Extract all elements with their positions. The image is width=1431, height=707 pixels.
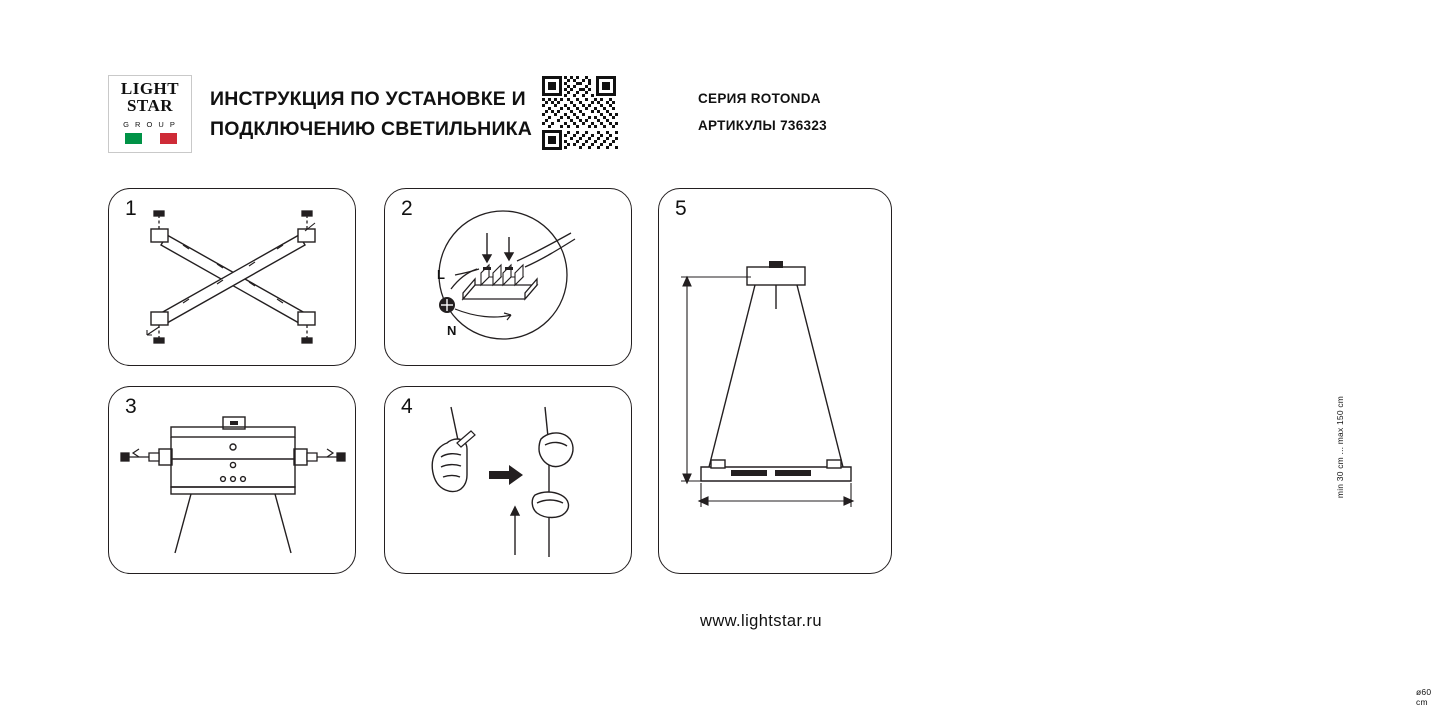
brand-logo xyxy=(108,75,192,153)
logo-line-2: STAR xyxy=(126,96,174,115)
wiring-terminal-diagram xyxy=(385,189,633,367)
height-dimension-label: min 30 cm ... max 150 cm xyxy=(1335,395,1345,499)
logo-line-1: LIGHT xyxy=(120,79,180,98)
neutral-wire-label: N xyxy=(447,323,457,338)
dimensions-diagram xyxy=(659,189,893,575)
live-wire-label: L xyxy=(437,267,445,282)
step-number-4: 4 xyxy=(401,395,413,418)
step-number-1: 1 xyxy=(125,197,137,220)
page-title xyxy=(210,84,540,144)
qr-code-icon xyxy=(540,74,618,152)
step-panel-4 xyxy=(384,386,632,574)
fixture-base-diagram xyxy=(109,387,357,575)
step-panel-1 xyxy=(108,188,356,366)
page-title-line-2: ПОДКЛЮЧЕНИЮ СВЕТИЛЬНИКА xyxy=(210,118,533,140)
cable-adjust-diagram xyxy=(385,387,633,575)
mounting-bracket-diagram xyxy=(109,189,357,367)
article-label: АРТИКУЛЫ 736323 xyxy=(698,118,827,133)
logo-group-text: G R O U P xyxy=(123,120,177,129)
italy-flag-icon xyxy=(125,133,177,144)
step-number-2: 2 xyxy=(401,197,413,220)
series-label: СЕРИЯ ROTONDA xyxy=(698,91,821,106)
website-url: www.lightstar.ru xyxy=(700,612,822,630)
step-panel-3 xyxy=(108,386,356,574)
diameter-dimension-label: ø60 cm xyxy=(1416,687,1431,707)
step-number-3: 3 xyxy=(125,395,137,418)
step-number-5: 5 xyxy=(675,197,687,220)
step-panel-2 xyxy=(384,188,632,366)
page-title-line-1: ИНСТРУКЦИЯ ПО УСТАНОВКЕ И xyxy=(210,88,526,110)
